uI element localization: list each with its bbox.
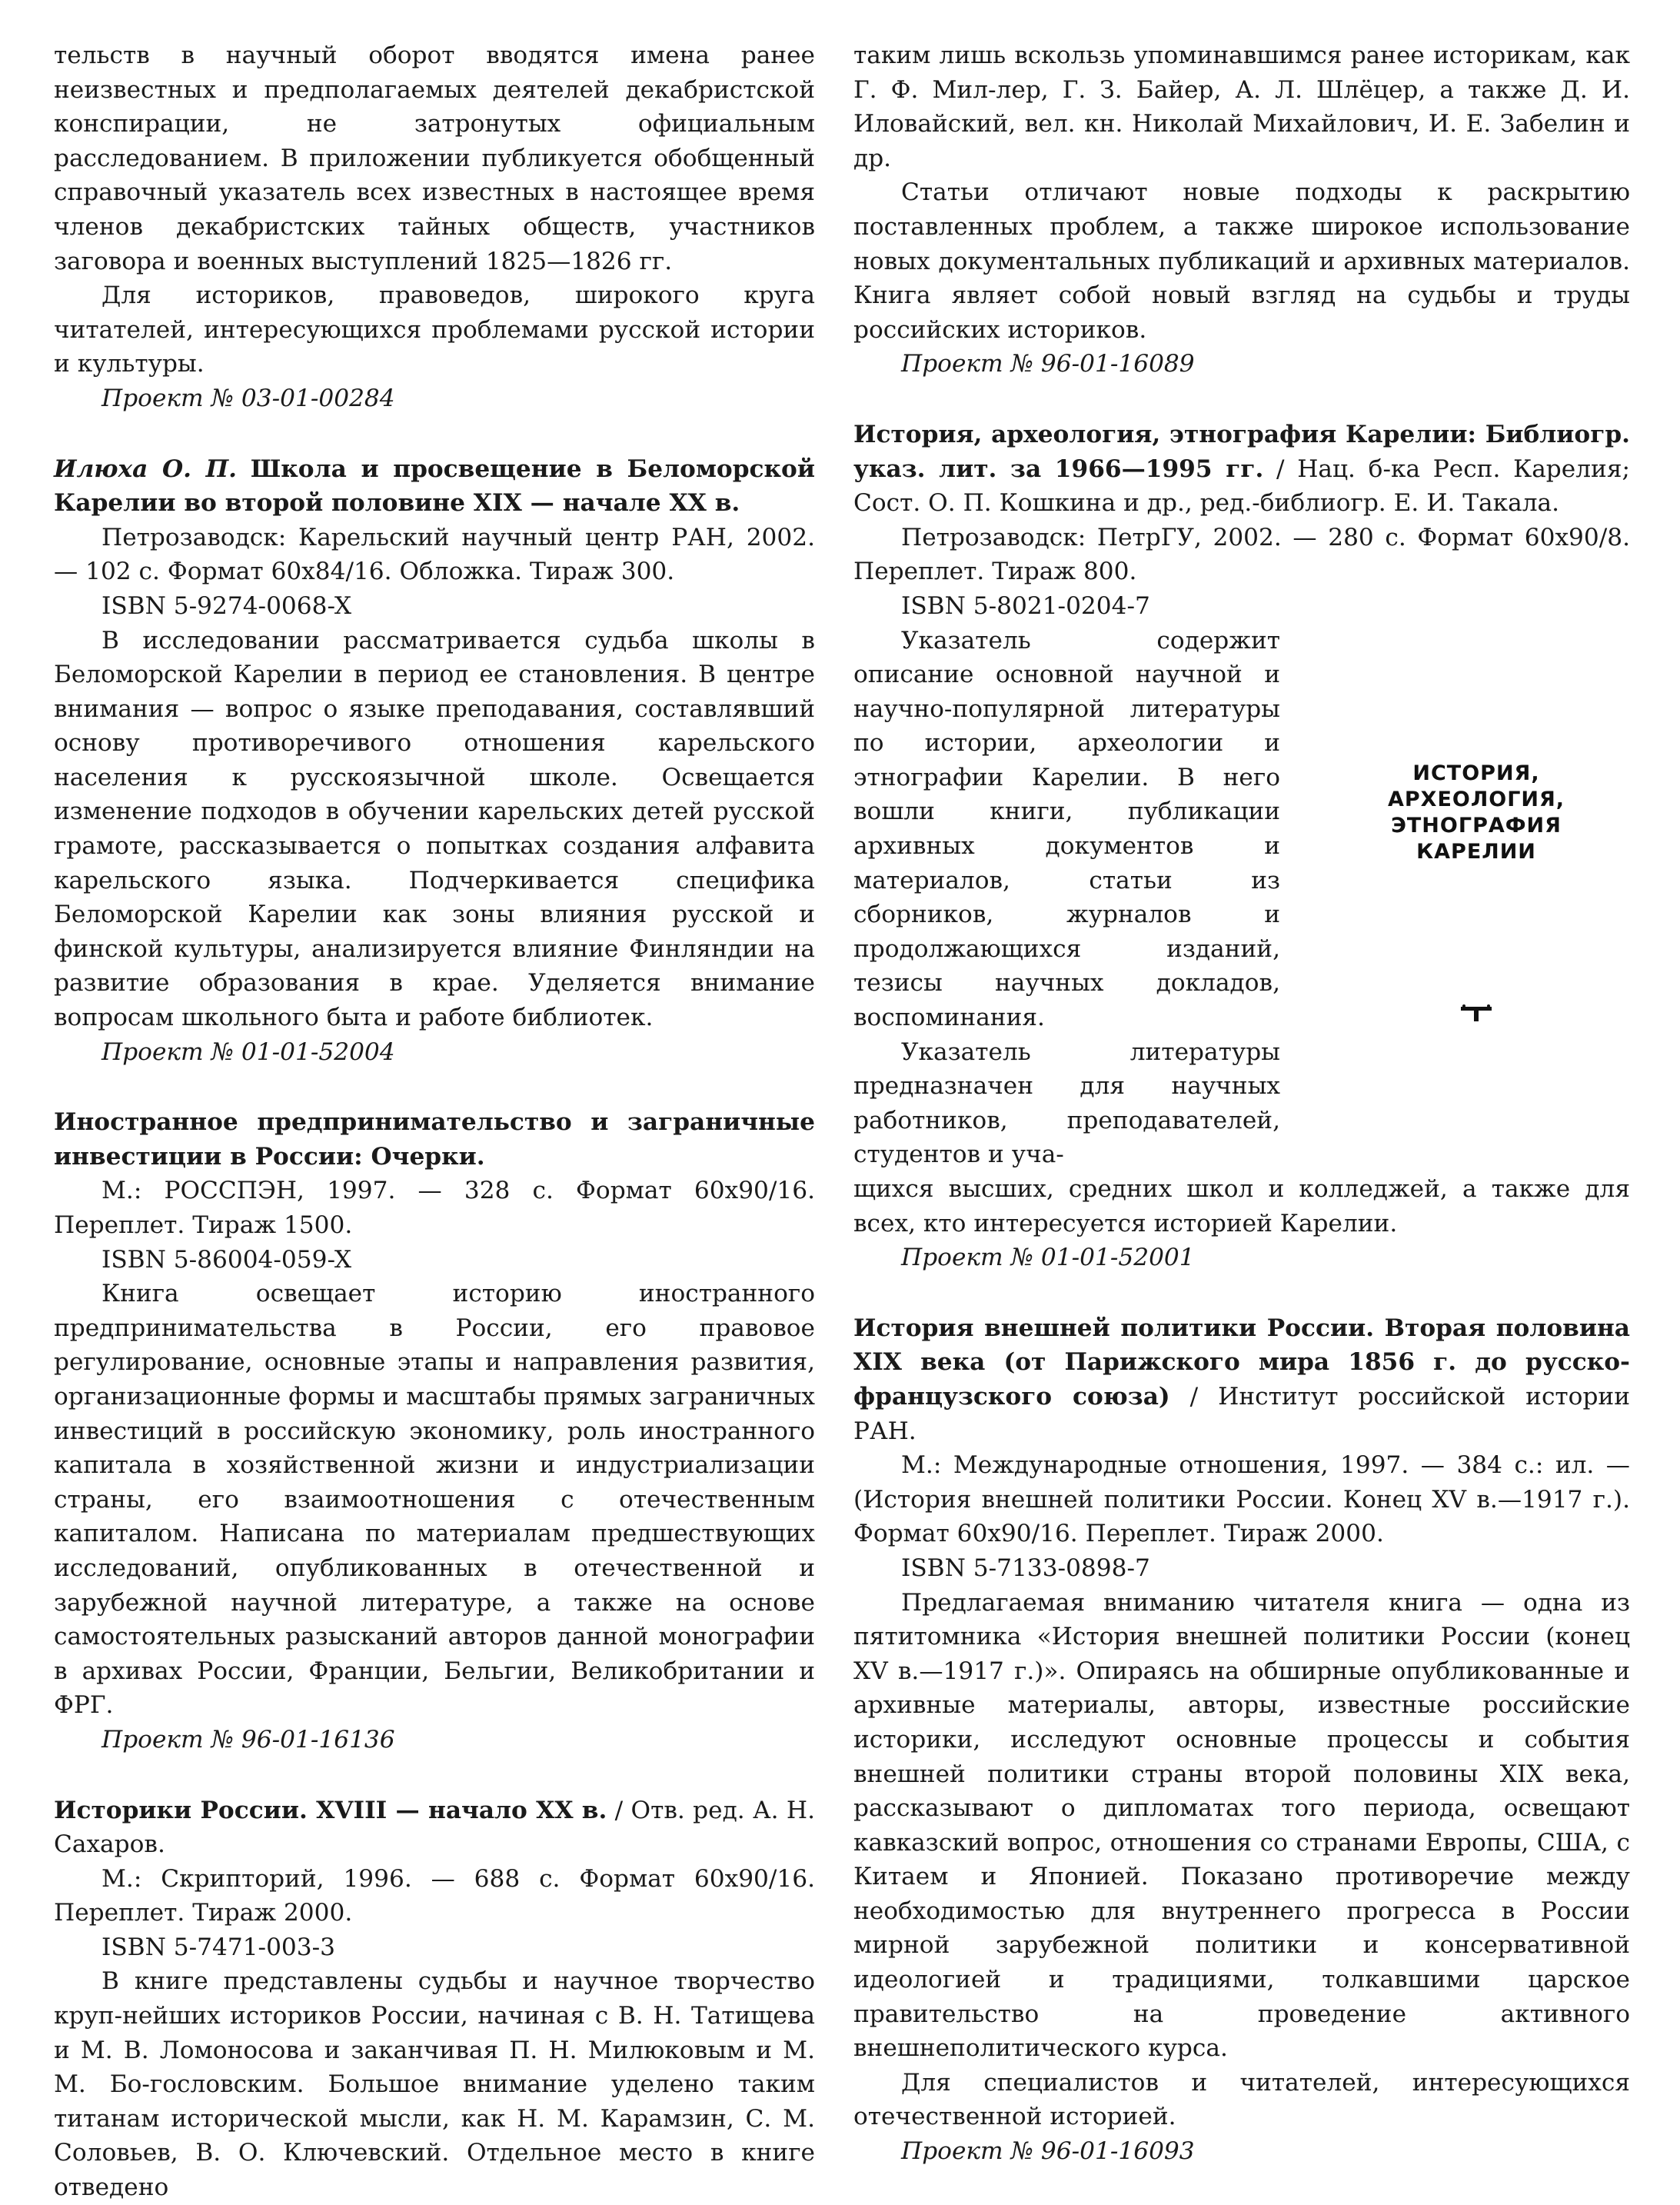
cover-title-line2: ЭТНОГРАФИЯ КАРЕЛИИ bbox=[1391, 813, 1562, 864]
entry-publication: Петрозаводск: Карельский научный центр РАН, 2002. — 102 с. Формат 60x84/16. Обложка. Тираж 300. bbox=[54, 523, 815, 586]
left-column bbox=[54, 38, 815, 2205]
entry-karelia-bibliography bbox=[853, 418, 1630, 1275]
entry-title bbox=[54, 1794, 815, 1862]
entry-responsibility: / Нац. б-ка Респ. Карелия; Сост. О. П. Кошкина и др., ред.-библиогр. Е. И. Такала. bbox=[853, 455, 1630, 518]
entry-isbn: ISBN 5-7471-003-3 bbox=[101, 1933, 336, 1961]
entry-audience: Указатель литературы предназначен для научных работников, преподавателей, студентов и уча- bbox=[853, 1038, 1280, 1169]
entry-responsibility: / Институт российской истории РАН. bbox=[853, 1382, 1630, 1445]
entry-description: Указатель содержит описание основной научной и научно-популярной литературы по истории, археологии и этнографии Карелии. В него вошли книги, публикации архивных документов и материалов, статьи из сборников, журналов и продолжающихся изданий, тезисы научных докладов, воспоминания. bbox=[853, 626, 1280, 1032]
entry-isbn: ISBN 5-9274-0068-X bbox=[101, 591, 352, 620]
intro-audience: Для историков, правоведов, широкого круга читателей, интересующихся проблемами русской истории и культуры. bbox=[54, 281, 815, 378]
entry-title: Иностранное предпринимательство и заграничные инвестиции в России: Очерки. bbox=[54, 1108, 815, 1171]
entry-title-text: История, археология, этнография Карелии: Библиогр. указ. лит. за 1966—1995 гг. bbox=[853, 420, 1630, 483]
entry-publication: М.: Скрипторий, 1996. — 688 с. Формат 60x90/16. Переплет. Тираж 2000. bbox=[54, 1864, 815, 1927]
entry-audience-continuation: щихся высших, средних школ и колледжей, а также для всех, кто интересуется историей Карелии. bbox=[853, 1175, 1630, 1237]
entry-project-number: Проект № 01-01-52004 bbox=[101, 1038, 395, 1066]
entry-description: Статьи отличают новые подходы к раскрытию поставленных проблем, а также широкое использование новых документальных публикаций и архивных материалов. Книга являет собой новый взгляд на судьбы и труды российских историков. bbox=[853, 178, 1630, 344]
entry-project-number: Проект № 01-01-52001 bbox=[901, 1244, 1195, 1272]
entry-foreign-policy bbox=[853, 1311, 1630, 2169]
cover-title bbox=[1353, 761, 1599, 865]
entry-foreign-enterprise bbox=[54, 1105, 815, 1757]
entry-responsibility: / Отв. ред. А. Н. Сахаров. bbox=[54, 1796, 815, 1859]
entry-title-text: Историки России. XVIII — начало XX в. bbox=[54, 1796, 607, 1824]
entry-title-text: Школа и просвещение в Беломорской Карелии во второй половине XIX — начале XX в. bbox=[54, 455, 815, 518]
entry-project-number: Проект № 96-01-16136 bbox=[101, 1725, 395, 1754]
entry-historians-of-russia bbox=[54, 1794, 815, 2205]
intro-continuation: тельств в научный оборот вводятся имена ранее неизвестных и предполагаемых деятелей декабристской конспирации, не затронутых официальным расследованием. В приложении публикуется обобщенный справочный указатель всех известных в настоящее время членов декабристских тайных обществ, участников заговора и военных выступлений 1825—1826 гг. bbox=[54, 42, 815, 275]
entry-isbn: ISBN 5-7133-0898-7 bbox=[901, 1554, 1150, 1582]
entry-title bbox=[54, 452, 815, 521]
entry-description: В исследовании рассматривается судьба школы в Беломорской Карелии в период ее становления. В центре внимания — вопрос о языке преподавания, составлявший основу противоречивого отношения карельского населения к русскоязычной школе. Освещается изменение подходов в обучении карельских детей русской грамоте, рассказывается о попытках создания алфавита карельского языка. Подчеркивается специфика Беломорской Карелии как зоны влияния русской и финской культуры, анализируется влияние Финляндии на развитие образования в крае. Уделяется внимание вопросам школьного быта и работе библиотек. bbox=[54, 626, 815, 1032]
entry-publication: Петрозаводск: ПетрГУ, 2002. — 280 с. Формат 60x90/8. Переплет. Тираж 800. bbox=[853, 523, 1630, 586]
entry-ilyukha bbox=[54, 452, 815, 1070]
entry-description: В книге представлены судьбы и научное творчество круп-нейших историков России, начиная с В. Н. Татищева и М. В. Ломоносова и заканчивая П. Н. Милюковым и М. М. Бо-гословским. Большое внимание уделено таким титанам исторической мысли, как Н. М. Карамзин, С. М. Соловьев, В. О. Ключевский. Отдельное место в книге отведено bbox=[54, 1967, 815, 2202]
intro-project-number: Проект № 03-01-00284 bbox=[101, 384, 395, 412]
entry-publication: М.: РОССПЭН, 1997. — 328 с. Формат 60x90/16. Переплет. Тираж 1500. bbox=[54, 1177, 815, 1239]
entry-isbn: ISBN 5-86004-059-X bbox=[101, 1245, 352, 1274]
entry-publication: М.: Международные отношения, 1997. — 384 с.: ил. — (История внешней политики России. Конец XV в.—1917 г.). Формат 60x90/16. Переплет. Тираж 2000. bbox=[853, 1451, 1630, 1548]
cover-title-line1: ИСТОРИЯ, АРХЕОЛОГИЯ, bbox=[1387, 761, 1565, 811]
entry-project-number: Проект № 96-01-16093 bbox=[901, 2137, 1195, 2166]
right-column bbox=[853, 38, 1630, 2169]
entry-author: Илюха О. П. bbox=[54, 455, 237, 483]
entry-description: Предлагаемая вниманию читателя книга — одна из пятитомника «История внешней политики России (конец XV в.—1917 г.)». Опираясь на обширные опубликованные и архивные материалы, авторы, известные российские историки, исследуют основные процессы и события внешней политики страны второй половины XIX века, рассказывают о дипломатах того периода, освещают кавказский вопрос, отношения со странами Европы, США, с Китаем и Японией. Показано противоречие между необходимостью для внутреннего прогресса в России мирной зарубежной политики и консервативной идеологией и традициями, толкавшими царское правительство на проведение активного внешнеполитического курса. bbox=[853, 1588, 1630, 2063]
entry-title bbox=[853, 418, 1630, 521]
entry-isbn: ISBN 5-8021-0204-7 bbox=[901, 591, 1150, 620]
cover-emblem-icon bbox=[1459, 1003, 1493, 1026]
entry-title bbox=[853, 1311, 1630, 1448]
entry-description: Книга освещает историю иностранного предпринимательства в России, его правовое регулирование, основные этапы и направления развития, организационные формы и масштабы прямых заграничных инвестиций в российскую экономику, роль иностранного капитала в хозяйственной жизни и индустриализации страны, его взаимоотношения с отечественным капиталом. Написана по материалам предшествующих исследований, опубликованных в отечественной и зарубежной научной литературе, а также на основе самостоятельных разысканий авторов данной монографии в архивах России, Франции, Бельгии, Великобритании и ФРГ. bbox=[54, 1280, 815, 1720]
entry-title-text: История внешней политики России. Вторая половина XIX века (от Парижского мира 1856 г. до русско-французского союза) bbox=[853, 1314, 1630, 1411]
entry-audience: Для специалистов и читателей, интересующихся отечественной историей. bbox=[853, 2068, 1630, 2131]
entry-description-continuation: таким лишь вскользь упоминавшимся ранее историкам, как Г. Ф. Мил-лер, Г. З. Байер, А. Л. Шлёцер, а также Д. И. Иловайский, вел. кн. Николай Михайлович, И. Е. Забелин и др. bbox=[853, 42, 1630, 172]
entry-project-number: Проект № 96-01-16089 bbox=[901, 350, 1195, 378]
book-cover-image bbox=[1353, 638, 1599, 1053]
